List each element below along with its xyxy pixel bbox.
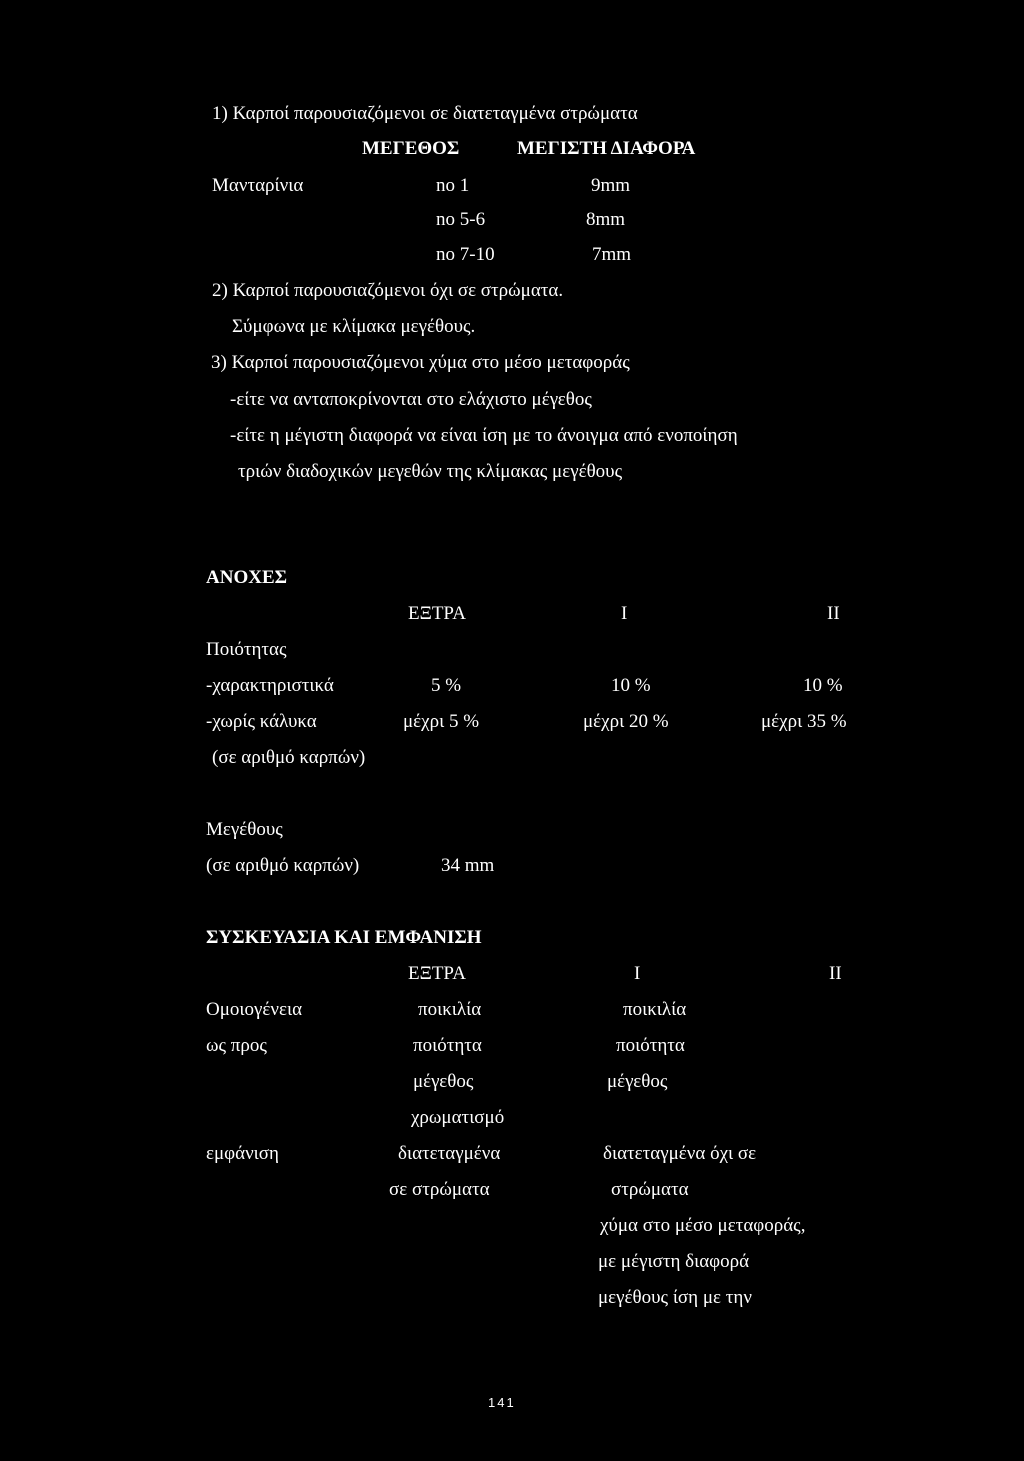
- homogeneity-label: Ομοιογένεια: [206, 999, 303, 1020]
- row-characteristics-1: 10 %: [611, 675, 651, 696]
- row-size: no 5-6: [436, 209, 486, 230]
- extra-appearance-line: σε στρώματα: [389, 1179, 490, 1200]
- row-characteristics-label: -χαρακτηριστικά: [206, 675, 334, 696]
- appearance-label: εμφάνιση: [206, 1143, 279, 1164]
- col-header-1: I: [621, 603, 628, 624]
- col-header-extra: ΕΞΤΡΑ: [408, 603, 466, 624]
- extra-line: χρωματισμό: [411, 1107, 505, 1128]
- homogeneity-label-2: ως προς: [206, 1035, 267, 1056]
- item-3-line-2: -είτε να ανταποκρίνονται στο ελάχιστο μέγεθος: [230, 389, 592, 410]
- item-3-line-4: τριών διαδοχικών μεγεθών της κλίμακας μεγέθους: [238, 461, 623, 482]
- col-header-2: II: [829, 963, 842, 984]
- header-max-difference: ΜΕΓΙΣΤΗ ΔΙΑΦΟΡΑ: [517, 138, 696, 159]
- c1-line: ποικιλία: [623, 999, 687, 1020]
- row-size: no 7-10: [436, 244, 495, 265]
- count-note: (σε αριθμό καρπών): [212, 747, 366, 768]
- col-header-1: I: [634, 963, 641, 984]
- row-characteristics-extra: 5 %: [431, 675, 462, 696]
- row-no-calyx-2: μέχρι 35 %: [761, 711, 847, 732]
- extra-line: ποικιλία: [418, 999, 482, 1020]
- page-number: 141: [488, 1395, 516, 1410]
- row-no-calyx-extra: μέχρι 5 %: [403, 711, 480, 732]
- item-3-line-3: -είτε η μέγιστη διαφορά να είναι ίση με το άνοιγμα από ενοποίηση: [230, 425, 738, 446]
- c1-appearance-line: με μέγιστη διαφορά: [598, 1251, 750, 1272]
- col-header-extra: ΕΞΤΡΑ: [408, 963, 466, 984]
- extra-line: μέγεθος: [413, 1071, 474, 1092]
- extra-appearance-line: διατεταγμένα: [398, 1143, 501, 1164]
- row-no-calyx-1: μέχρι 20 %: [583, 711, 669, 732]
- c1-appearance-line: διατεταγμένα όχι σε: [603, 1143, 757, 1164]
- item-1-text: 1) Καρποί παρουσιαζόμενοι σε διατεταγμένα στρώματα: [212, 103, 638, 124]
- size-label: Μεγέθους: [206, 819, 283, 840]
- row-size: no 1: [436, 175, 470, 196]
- size-value: 34 mm: [441, 855, 495, 876]
- row-no-calyx-label: -χωρίς κάλυκα: [206, 711, 317, 732]
- row-diff: 7mm: [592, 244, 632, 265]
- item-2-line-2: Σύμφωνα με κλίμακα μεγέθους.: [232, 316, 476, 337]
- item-3-line-1: 3) Καρποί παρουσιαζόμενοι χύμα στο μέσο μεταφοράς: [211, 352, 630, 373]
- size-note: (σε αριθμό καρπών): [206, 855, 360, 876]
- c1-line: ποιότητα: [616, 1035, 685, 1056]
- packaging-title: ΣΥΣΚΕΥΑΣΙΑ ΚΑΙ ΕΜΦΑΝΙΣΗ: [206, 927, 482, 948]
- c1-appearance-line: στρώματα: [611, 1179, 689, 1200]
- quality-label: Ποιότητας: [206, 639, 287, 660]
- row-characteristics-2: 10 %: [803, 675, 843, 696]
- col-header-2: II: [827, 603, 840, 624]
- c1-appearance-line: μεγέθους ίση με την: [598, 1287, 752, 1308]
- item-2-line-1: 2) Καρποί παρουσιαζόμενοι όχι σε στρώματα.: [212, 280, 564, 301]
- row-diff: 8mm: [586, 209, 626, 230]
- row-diff: 9mm: [591, 175, 631, 196]
- header-size: ΜΕΓΕΘΟΣ: [362, 138, 460, 159]
- tolerances-title: ΑΝΟΧΕΣ: [206, 567, 288, 588]
- row-label: Μανταρίνια: [212, 175, 304, 196]
- extra-line: ποιότητα: [413, 1035, 482, 1056]
- c1-line: μέγεθος: [607, 1071, 668, 1092]
- c1-appearance-line: χύμα στο μέσο μεταφοράς,: [600, 1215, 806, 1236]
